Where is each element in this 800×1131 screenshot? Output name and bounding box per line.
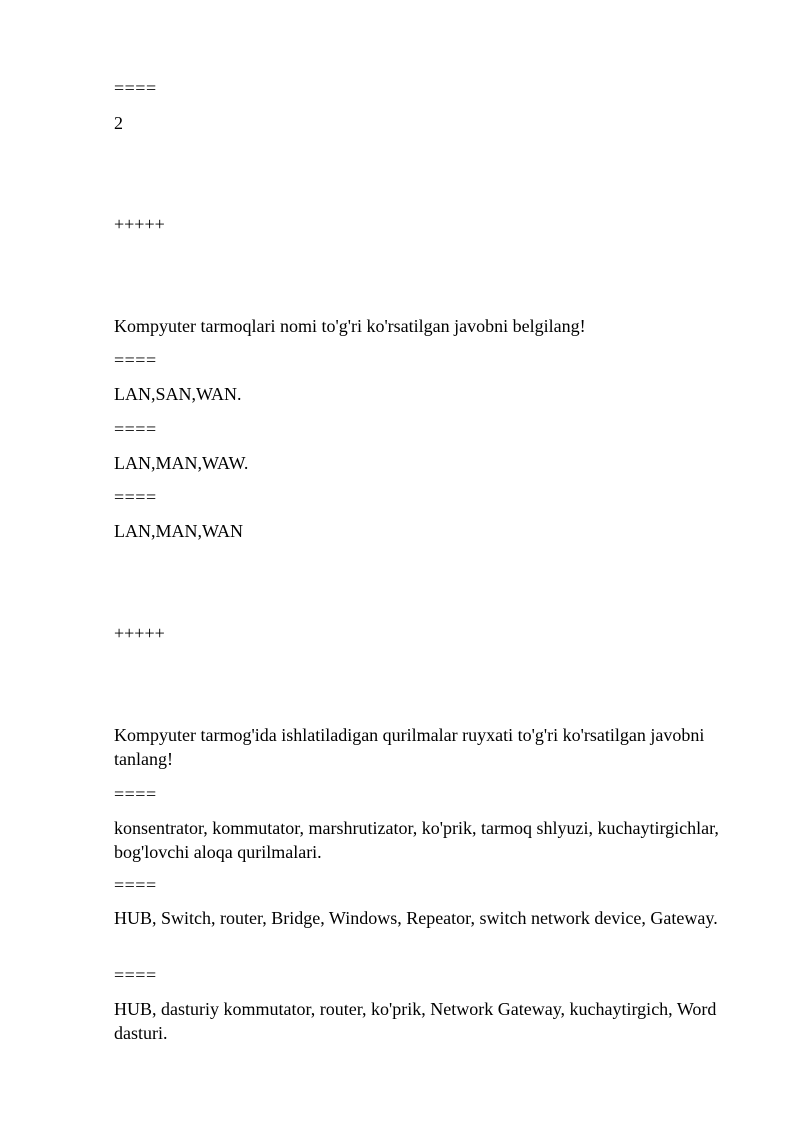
- separator-line: ====: [114, 965, 157, 985]
- separator-line: ====: [114, 419, 157, 439]
- separator-line: ====: [114, 784, 157, 804]
- answer-option-1a: LAN,SAN,WAN.: [114, 384, 242, 404]
- separator-line: ====: [114, 487, 157, 507]
- question-text-2: Kompyuter tarmog'ida ishlatiladigan qurilmalar ruyxati to'g'ri ko'rsatilgan javobni tanlang!: [114, 725, 705, 769]
- separator-line: ====: [114, 350, 157, 370]
- answer-option-2c: HUB, dasturiy kommutator, router, ko'prik, Network Gateway, kuchaytirgich, Word dasturi.: [114, 999, 717, 1043]
- answer-option-2a: konsentrator, kommutator, marshrutizator, ko'prik, tarmoq shlyuzi, kuchaytirgichlar, bog'lovchi aloqa qurilmalari.: [114, 818, 719, 862]
- question-delimiter: +++++: [114, 214, 165, 234]
- separator-line: ====: [114, 78, 157, 98]
- separator-line: ====: [114, 875, 157, 895]
- question-delimiter: +++++: [114, 623, 165, 643]
- answer-value: 2: [114, 113, 123, 133]
- answer-option-1b: LAN,MAN,WAW.: [114, 453, 249, 473]
- answer-option-1c: LAN,MAN,WAN: [114, 521, 243, 541]
- question-text-1: Kompyuter tarmoqlari nomi to'g'ri ko'rsatilgan javobni belgilang!: [114, 316, 586, 336]
- answer-option-2b: HUB, Switch, router, Bridge, Windows, Repeator, switch network device, Gateway.: [114, 908, 718, 928]
